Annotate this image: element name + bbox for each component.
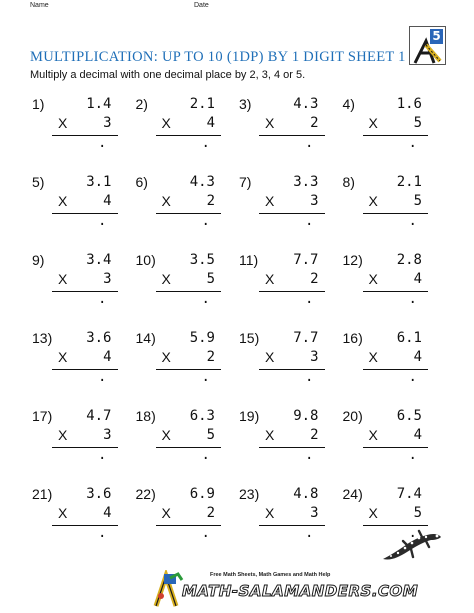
page-title: MULTIPLICATION: UP TO 10 (1DP) BY 1 DIGIT SHEET 1 [30,49,406,65]
multiply-sign: X [368,115,378,131]
problem-item [30,249,134,319]
problem-number: 11) [239,252,259,268]
problem-item [30,483,134,553]
multiply-sign: X [265,271,275,287]
multiply-sign: X [265,193,275,209]
problem-number: 20) [342,408,363,424]
multiply-sign: X [58,271,68,287]
answer-decimal-point: . [408,135,417,151]
footer [152,570,419,608]
problem-top-number: 3.6 [86,330,112,346]
problem-item [237,93,341,163]
problem-number: 15) [239,330,260,346]
problem-top-number: 1.4 [86,96,112,112]
answer-line[interactable] [156,369,222,370]
problem-number: 10) [135,252,156,268]
problem-top-number: 6.9 [189,486,215,502]
answer-decimal-point: . [408,525,417,541]
problem-multiplier: 5 [413,193,422,209]
answer-line[interactable] [363,213,429,214]
answer-decimal-point: . [98,213,107,229]
problem-multiplier: 2 [206,349,215,365]
problem-number: 13) [32,330,53,346]
problem-top-number: 3.3 [293,174,319,190]
problem-number: 17) [32,408,53,424]
answer-line[interactable] [259,135,325,136]
math-salamanders-logo-icon [409,26,446,65]
problem-top-number: 7.4 [396,486,422,502]
problem-top-number: 6.1 [396,330,422,346]
problem-item [341,93,445,163]
answer-line[interactable] [259,369,325,370]
answer-decimal-point: . [201,213,210,229]
problem-item [134,327,238,397]
problem-item [134,93,238,163]
answer-decimal-point: . [305,135,314,151]
problem-item [341,405,445,475]
answer-decimal-point: . [305,213,314,229]
multiply-sign: X [265,115,275,131]
multiply-sign: X [265,505,275,521]
answer-decimal-point: . [98,369,107,385]
problem-item [30,93,134,163]
multiply-sign: X [161,193,171,209]
footer-brand: MATH-SALAMANDERS.COM [182,582,419,600]
answer-decimal-point: . [201,135,210,151]
problem-item [237,483,341,553]
problem-top-number: 6.5 [396,408,422,424]
answer-line[interactable] [259,447,325,448]
problem-top-number: 2.1 [396,174,422,190]
multiply-sign: X [265,427,275,443]
answer-line[interactable] [156,291,222,292]
multiply-sign: X [161,349,171,365]
problem-item [134,171,238,241]
problem-item [237,327,341,397]
problem-top-number: 6.3 [189,408,215,424]
answer-line[interactable] [52,135,118,136]
problem-top-number: 4.7 [86,408,112,424]
problem-number: 14) [135,330,156,346]
grade-badge: 5 [430,29,443,44]
problem-multiplier: 3 [103,427,112,443]
answer-decimal-point: . [201,525,210,541]
problem-multiplier: 5 [206,271,215,287]
multiply-sign: X [161,271,171,287]
answer-line[interactable] [52,525,118,526]
problem-top-number: 4.3 [189,174,215,190]
problem-multiplier: 3 [310,349,319,365]
problem-top-number: 9.8 [293,408,319,424]
problem-item [341,249,445,319]
problem-multiplier: 2 [206,505,215,521]
answer-decimal-point: . [201,369,210,385]
multiply-sign: X [58,349,68,365]
problem-number: 6) [135,174,148,190]
problem-multiplier: 5 [206,427,215,443]
problem-number: 5) [32,174,45,190]
answer-line[interactable] [363,291,429,292]
problem-multiplier: 3 [103,115,112,131]
answer-line[interactable] [363,447,429,448]
problem-top-number: 5.9 [189,330,215,346]
multiply-sign: X [368,193,378,209]
problem-number: 9) [32,252,45,268]
multiply-sign: X [58,505,68,521]
problem-item [341,327,445,397]
problem-number: 18) [135,408,156,424]
answer-line[interactable] [259,525,325,526]
answer-line[interactable] [156,135,222,136]
problem-item [237,249,341,319]
multiply-sign: X [368,349,378,365]
problem-top-number: 2.8 [396,252,422,268]
problem-grid [30,93,444,553]
problem-item [237,405,341,475]
problem-multiplier: 4 [103,505,112,521]
problem-multiplier: 4 [413,427,422,443]
answer-decimal-point: . [408,447,417,463]
problem-multiplier: 4 [103,193,112,209]
instructions: Multiply a decimal with one decimal place by 2, 3, 4 or 5. [30,69,306,81]
problem-multiplier: 4 [206,115,215,131]
problem-number: 3) [239,96,252,112]
answer-decimal-point: . [305,291,314,307]
problem-number: 1) [32,96,45,112]
answer-line[interactable] [259,213,325,214]
footer-tagline: Free Math Sheets, Math Games and Math Help [210,572,331,578]
answer-decimal-point: . [98,447,107,463]
answer-decimal-point: . [201,447,210,463]
multiply-sign: X [265,349,275,365]
problem-number: 23) [239,486,260,502]
multiply-sign: X [368,271,378,287]
problem-multiplier: 4 [413,271,422,287]
answer-line[interactable] [52,369,118,370]
answer-line[interactable] [52,291,118,292]
problem-number: 24) [342,486,363,502]
salamander-icon [379,527,445,565]
problem-item [341,171,445,241]
problem-multiplier: 2 [310,115,319,131]
multiply-sign: X [161,115,171,131]
name-label: Name [30,2,49,9]
answer-line[interactable] [156,447,222,448]
problem-top-number: 3.5 [189,252,215,268]
problem-item [134,405,238,475]
date-label: Date [194,2,209,9]
problem-item [30,327,134,397]
problem-number: 2) [135,96,148,112]
answer-line[interactable] [363,135,429,136]
answer-decimal-point: . [408,291,417,307]
answer-line[interactable] [52,447,118,448]
problem-multiplier: 2 [310,427,319,443]
multiply-sign: X [161,505,171,521]
multiply-sign: X [368,427,378,443]
problem-item [134,483,238,553]
problem-item [30,405,134,475]
problem-multiplier: 5 [413,505,422,521]
answer-line[interactable] [259,291,325,292]
problem-number: 7) [239,174,252,190]
problem-multiplier: 4 [103,349,112,365]
answer-decimal-point: . [201,291,210,307]
answer-line[interactable] [52,213,118,214]
problem-top-number: 2.1 [189,96,215,112]
problem-number: 12) [342,252,363,268]
problem-multiplier: 5 [413,115,422,131]
multiply-sign: X [58,427,68,443]
answer-decimal-point: . [305,447,314,463]
problem-top-number: 4.8 [293,486,319,502]
problem-item [30,171,134,241]
problem-number: 8) [342,174,355,190]
multiply-sign: X [368,505,378,521]
problem-number: 4) [342,96,355,112]
problem-multiplier: 2 [206,193,215,209]
problem-multiplier: 2 [310,271,319,287]
problem-number: 22) [135,486,156,502]
multiply-sign: X [58,115,68,131]
problem-multiplier: 3 [310,193,319,209]
answer-line[interactable] [156,525,222,526]
footer-mascot-icon [152,570,184,608]
answer-decimal-point: . [408,213,417,229]
answer-line[interactable] [363,369,429,370]
problem-multiplier: 3 [103,271,112,287]
multiply-sign: X [161,427,171,443]
problem-top-number: 1.6 [396,96,422,112]
answer-line[interactable] [156,213,222,214]
salamander-figure-icon [412,37,444,65]
answer-decimal-point: . [98,291,107,307]
problem-number: 16) [342,330,363,346]
answer-decimal-point: . [98,135,107,151]
answer-decimal-point: . [408,369,417,385]
problem-top-number: 7.7 [293,252,319,268]
problem-multiplier: 4 [413,349,422,365]
problem-top-number: 3.1 [86,174,112,190]
answer-decimal-point: . [305,525,314,541]
problem-item [134,249,238,319]
answer-decimal-point: . [305,369,314,385]
problem-top-number: 4.3 [293,96,319,112]
answer-decimal-point: . [98,525,107,541]
problem-number: 21) [32,486,53,502]
problem-number: 19) [239,408,260,424]
problem-top-number: 3.6 [86,486,112,502]
problem-top-number: 3.4 [86,252,112,268]
problem-multiplier: 3 [310,505,319,521]
problem-item [237,171,341,241]
problem-top-number: 7.7 [293,330,319,346]
multiply-sign: X [58,193,68,209]
answer-line[interactable] [363,525,429,526]
